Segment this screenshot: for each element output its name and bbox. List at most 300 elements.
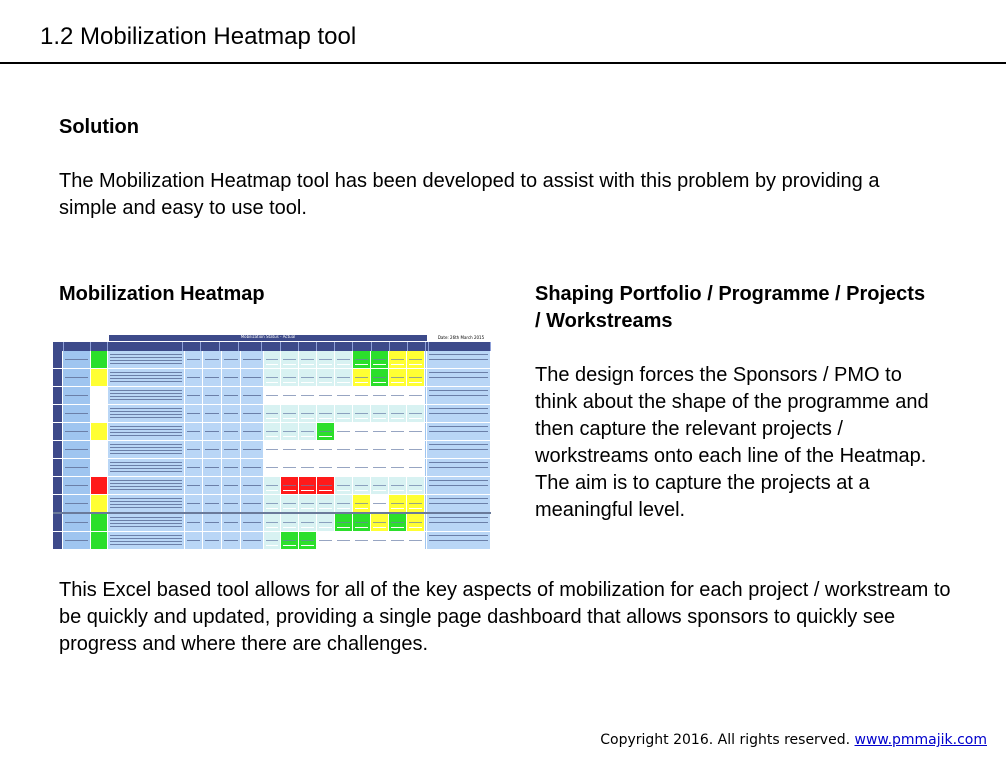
heatmap-cell-line [243, 467, 261, 468]
heatmap-cell [185, 387, 203, 404]
heatmap-cell-divider [319, 400, 332, 401]
heatmap-cell-line [429, 522, 488, 523]
heatmap-cell [299, 369, 317, 386]
heatmap-cell-divider [373, 472, 386, 473]
heatmap-cell-line [391, 377, 404, 378]
heatmap-header-cell [53, 342, 64, 351]
heatmap-cell-divider [283, 382, 296, 383]
heatmap-cell-line [65, 359, 88, 360]
heatmap-cell-divider [355, 545, 368, 546]
heatmap-cell [108, 351, 185, 368]
heatmap-cell [91, 423, 108, 440]
heatmap-cell-line [337, 413, 350, 414]
heatmap-cell-divider [355, 508, 368, 509]
heatmap-cell-line [319, 359, 332, 360]
heatmap-cell-divider [266, 472, 279, 473]
heatmap-cell-line [110, 447, 182, 448]
heatmap-cell-line [110, 450, 182, 451]
heatmap-cell-line [409, 377, 422, 378]
heatmap-cell-line [301, 485, 314, 486]
heatmap-cell [203, 532, 222, 549]
heatmap-cell [281, 423, 299, 440]
heatmap-cell-line [429, 535, 488, 536]
heatmap-cell-line [355, 522, 368, 523]
heatmap-cell-divider [283, 545, 296, 546]
heatmap-cell-line [301, 449, 314, 450]
heatmap-cell-divider [301, 382, 314, 383]
heatmap-cell [299, 351, 317, 368]
heatmap-cell [353, 369, 371, 386]
heatmap-cell [427, 514, 491, 531]
heatmap-cell [185, 532, 203, 549]
heatmap-cell-divider [283, 472, 296, 473]
heatmap-cell-line [243, 413, 261, 414]
heatmap-cell [91, 532, 108, 549]
heatmap-cell-divider [391, 454, 404, 455]
heatmap-cell-line [319, 485, 332, 486]
heatmap-cell [317, 459, 335, 476]
heatmap-cell [91, 351, 108, 368]
heatmap-cell [63, 477, 91, 494]
title-divider [0, 62, 1006, 64]
heatmap-cell-line [429, 390, 488, 391]
heatmap-row [53, 351, 491, 369]
heatmap-cell [53, 405, 63, 422]
heatmap-cell-line [110, 378, 182, 379]
heatmap-cell-line [224, 467, 238, 468]
heatmap-cell-line [243, 522, 261, 523]
heatmap-cell-line [409, 359, 422, 360]
heatmap-cell [185, 514, 203, 531]
heatmap-cell [203, 441, 222, 458]
heatmap-cell-divider [391, 364, 404, 365]
heatmap-cell [407, 514, 425, 531]
heatmap-header-cell [262, 342, 280, 351]
heatmap-cell [222, 369, 241, 386]
heatmap-cell-line [266, 485, 279, 486]
heatmap-cell [407, 441, 425, 458]
heatmap-cell-divider [266, 418, 279, 419]
heatmap-cell-line [187, 395, 200, 396]
heatmap-cell-divider [266, 364, 279, 365]
heatmap-row [53, 459, 491, 477]
heatmap-cell [222, 423, 241, 440]
heatmap-cell [91, 495, 108, 512]
heatmap-cell-line [187, 449, 200, 450]
heatmap-cell-line [319, 449, 332, 450]
heatmap-row [53, 423, 491, 441]
heatmap-cell-line [205, 359, 219, 360]
heatmap-cell-line [355, 540, 368, 541]
heatmap-header-cell [281, 342, 299, 351]
heatmap-cell-divider [337, 490, 350, 491]
heatmap-cell-divider [301, 364, 314, 365]
heatmap-cell-line [429, 431, 488, 432]
heatmap-cell-line [110, 429, 182, 430]
heatmap-cell [91, 387, 108, 404]
heatmap-cell [281, 514, 299, 531]
heatmap-cell-divider [373, 527, 386, 528]
heatmap-cell [53, 387, 63, 404]
heatmap-cell [281, 387, 299, 404]
heatmap-cell [185, 495, 203, 512]
heatmap-cell-line [319, 522, 332, 523]
heatmap-cell-line [319, 413, 332, 414]
heatmap-cell [427, 387, 491, 404]
heatmap-cell-line [355, 431, 368, 432]
heatmap-cell-line [110, 426, 182, 427]
heatmap-cell-line [409, 522, 422, 523]
heatmap-cell [335, 441, 353, 458]
heatmap-cell-line [391, 413, 404, 414]
heatmap-thumbnail-date: Date: 26th March 2015 [431, 334, 491, 342]
heatmap-cell [371, 459, 389, 476]
heatmap-cell [241, 369, 264, 386]
heatmap-cell-line [301, 467, 314, 468]
heatmap-cell-line [110, 357, 182, 358]
heatmap-cell-divider [409, 490, 422, 491]
heatmap-cell-line [409, 485, 422, 486]
heatmap-cell [317, 423, 335, 440]
heatmap-cell [63, 351, 91, 368]
heatmap-cell-line [337, 431, 350, 432]
heatmap-cell [371, 351, 389, 368]
heatmap-thumbnail-title-bar [109, 335, 427, 341]
heatmap-cell [407, 405, 425, 422]
heatmap-cell-divider [355, 382, 368, 383]
heatmap-cell-divider [301, 400, 314, 401]
heatmap-cell [389, 459, 407, 476]
heatmap-cell [299, 477, 317, 494]
heatmap-cell-line [429, 408, 488, 409]
heatmap-cell-divider [355, 364, 368, 365]
heatmap-cell-line [391, 359, 404, 360]
heatmap-cell [53, 459, 63, 476]
heatmap-cell-line [110, 354, 182, 355]
heatmap-cell-line [429, 503, 488, 504]
heatmap-cell [108, 532, 185, 549]
heatmap-cell [335, 405, 353, 422]
heatmap-cell-divider [319, 364, 332, 365]
heatmap-cell-divider [391, 418, 404, 419]
heatmap-cell-line [266, 467, 279, 468]
heatmap-cell [317, 514, 335, 531]
heatmap-cell-divider [409, 508, 422, 509]
heatmap-cell-divider [266, 454, 279, 455]
heatmap-cell [317, 477, 335, 494]
heatmap-cell-line [110, 462, 182, 463]
heatmap-cell-line [429, 462, 488, 463]
heatmap-cell-line [65, 540, 88, 541]
heatmap-cell [371, 514, 389, 531]
heatmap-cell-divider [409, 454, 422, 455]
heatmap-cell-line [391, 485, 404, 486]
heatmap-cell-line [65, 485, 88, 486]
heatmap-cell [353, 495, 371, 512]
heatmap-cell-line [65, 467, 88, 468]
heatmap-cell-line [429, 395, 488, 396]
heatmap-header-cell [408, 342, 426, 351]
heatmap-cell-line [283, 449, 296, 450]
heatmap-cell-line [319, 431, 332, 432]
heatmap-cell [407, 369, 425, 386]
heatmap-cell [185, 459, 203, 476]
heatmap-cell-line [337, 485, 350, 486]
heatmap-cell-line [110, 507, 182, 508]
heatmap-row [53, 441, 491, 459]
heatmap-cell-divider [266, 382, 279, 383]
heatmap-cell [91, 514, 108, 531]
heatmap-cell-line [337, 467, 350, 468]
heatmap-cell [203, 369, 222, 386]
heatmap-cell-line [205, 522, 219, 523]
heatmap-cell [353, 514, 371, 531]
heatmap-cell [389, 351, 407, 368]
website-link[interactable]: www.pmmajik.com [854, 732, 987, 748]
heatmap-cell [389, 532, 407, 549]
heatmap-cell [91, 369, 108, 386]
heatmap-cell [427, 405, 491, 422]
solution-text: The Mobilization Heatmap tool has been developed to assist with this problem by providing a simple and easy to use tool. [59, 170, 880, 219]
heatmap-cell-line [409, 449, 422, 450]
heatmap-cell-line [301, 431, 314, 432]
heatmap-cell-divider [319, 382, 332, 383]
heatmap-cell [371, 532, 389, 549]
heatmap-cell [371, 369, 389, 386]
heatmap-cell-line [301, 377, 314, 378]
heatmap-cell-divider [283, 527, 296, 528]
heatmap-cell [241, 532, 264, 549]
heatmap-cell [299, 423, 317, 440]
heatmap-cell-line [391, 522, 404, 523]
heatmap-cell-divider [409, 364, 422, 365]
heatmap-cell [264, 495, 282, 512]
heatmap-cell-line [266, 431, 279, 432]
heatmap-row [53, 495, 491, 514]
heatmap-header-cell [335, 342, 353, 351]
heatmap-cell-line [266, 359, 279, 360]
heatmap-cell-line [373, 377, 386, 378]
heatmap-cell-divider [337, 418, 350, 419]
heatmap-cell [389, 441, 407, 458]
heatmap-cell-line [110, 360, 182, 361]
heatmap-cell-line [110, 535, 182, 536]
heatmap-cell-line [110, 363, 182, 364]
heatmap-cell-divider [337, 545, 350, 546]
heatmap-cell [203, 495, 222, 512]
heatmap-cell [281, 532, 299, 549]
heatmap-cell-line [337, 377, 350, 378]
heatmap-cell-divider [409, 436, 422, 437]
heatmap-cell-divider [337, 508, 350, 509]
shaping-text: The design forces the Sponsors / PMO to think about the shape of the programme and then capture the relevant projects / workstreams onto each line of the Heatmap. The aim is to capture the projects at a meaningful level. [535, 364, 929, 521]
heatmap-cell-line [110, 480, 182, 481]
heatmap-cell-line [187, 522, 200, 523]
heatmap-cell-line [243, 485, 261, 486]
heatmap-cell-divider [391, 382, 404, 383]
heatmap-cell-divider [301, 527, 314, 528]
heatmap-cell-line [224, 503, 238, 504]
heatmap-cell-line [301, 395, 314, 396]
heatmap-cell [241, 387, 264, 404]
heatmap-cell [53, 477, 63, 494]
heatmap-cell [389, 369, 407, 386]
heatmap-cell-divider [373, 418, 386, 419]
heatmap-cell [222, 477, 241, 494]
heatmap-cell-line [283, 377, 296, 378]
heatmap-cell-line [110, 544, 182, 545]
heatmap-cell-line [429, 517, 488, 518]
heatmap-cell-line [110, 504, 182, 505]
heatmap-thumbnail-header [53, 342, 491, 351]
heatmap-cell [185, 369, 203, 386]
heatmap-cell-line [224, 359, 238, 360]
heatmap-cell [371, 495, 389, 512]
heatmap-cell-line [110, 517, 182, 518]
heatmap-cell-line [409, 413, 422, 414]
heatmap-cell-line [409, 395, 422, 396]
heatmap-cell-line [187, 413, 200, 414]
heatmap-cell-line [243, 540, 261, 541]
heatmap-cell-line [224, 431, 238, 432]
heatmap-cell-divider [266, 508, 279, 509]
heatmap-cell-line [373, 467, 386, 468]
heatmap-cell-divider [355, 454, 368, 455]
heatmap-cell-line [243, 449, 261, 450]
heatmap-cell [222, 351, 241, 368]
heatmap-header-cell [108, 342, 182, 351]
heatmap-cell-line [65, 413, 88, 414]
heatmap-cell-line [283, 503, 296, 504]
heatmap-cell [335, 387, 353, 404]
heatmap-cell-line [110, 523, 182, 524]
heatmap-cell-line [355, 359, 368, 360]
heatmap-cell [335, 423, 353, 440]
heatmap-cell [317, 369, 335, 386]
heatmap-cell-divider [283, 418, 296, 419]
heatmap-cell-line [337, 395, 350, 396]
heatmap-cell-divider [355, 490, 368, 491]
heatmap-cell [203, 387, 222, 404]
heatmap-cell-line [110, 399, 182, 400]
heatmap-cell [63, 514, 91, 531]
heatmap-cell [108, 387, 185, 404]
heatmap-cell-divider [373, 364, 386, 365]
heatmap-cell-line [243, 503, 261, 504]
heatmap-cell-line [283, 485, 296, 486]
heatmap-cell [241, 495, 264, 512]
heatmap-cell-line [205, 540, 219, 541]
heatmap-cell-divider [391, 527, 404, 528]
heatmap-cell-line [65, 503, 88, 504]
heatmap-cell-line [373, 540, 386, 541]
heatmap-cell-line [110, 444, 182, 445]
heatmap-cell-divider [283, 508, 296, 509]
heatmap-cell-divider [355, 436, 368, 437]
heatmap-cell-divider [319, 436, 332, 437]
heatmap-cell [63, 405, 91, 422]
heatmap-thumbnail-title: Mobilization Status - Actual [240, 334, 296, 339]
heatmap-cell [185, 441, 203, 458]
heatmap-cell-line [301, 413, 314, 414]
heatmap-header-cell [183, 342, 201, 351]
heatmap-cell-divider [319, 545, 332, 546]
heatmap-cell-line [65, 395, 88, 396]
heatmap-cell [281, 495, 299, 512]
heatmap-cell-line [266, 540, 279, 541]
heatmap-cell-line [110, 483, 182, 484]
heatmap-cell-line [373, 431, 386, 432]
heatmap-cell-divider [337, 400, 350, 401]
heatmap-cell-line [391, 540, 404, 541]
heatmap-cell-divider [373, 490, 386, 491]
heatmap-cell-line [224, 485, 238, 486]
heatmap-cell-line [319, 540, 332, 541]
heatmap-cell-line [391, 431, 404, 432]
heatmap-cell-line [429, 444, 488, 445]
heatmap-cell [222, 514, 241, 531]
heatmap-cell [63, 532, 91, 549]
heatmap-cell [371, 423, 389, 440]
heatmap-cell [91, 459, 108, 476]
heatmap-cell-line [337, 449, 350, 450]
heatmap-cell-divider [337, 364, 350, 365]
heatmap-cell [299, 459, 317, 476]
heatmap-cell-line [65, 377, 88, 378]
heatmap-cell-divider [266, 436, 279, 437]
heatmap-cell [389, 387, 407, 404]
heatmap-cell [353, 532, 371, 549]
heatmap-cell [241, 459, 264, 476]
heatmap-row [53, 532, 491, 550]
heatmap-cell [281, 459, 299, 476]
shaping-heading: Shaping Portfolio / Programme / Projects / Workstreams [535, 283, 926, 332]
heatmap-cell-line [373, 413, 386, 414]
heatmap-cell [371, 387, 389, 404]
heatmap-cell-divider [301, 545, 314, 546]
heatmap-cell [203, 477, 222, 494]
heatmap-header-cell [64, 342, 92, 351]
heatmap-cell-line [409, 540, 422, 541]
heatmap-cell [317, 405, 335, 422]
heatmap-cell [317, 351, 335, 368]
heatmap-cell [264, 423, 282, 440]
heatmap-header-cell [91, 342, 108, 351]
heatmap-cell [299, 495, 317, 512]
heatmap-cell-line [283, 522, 296, 523]
heatmap-cell [299, 514, 317, 531]
heatmap-cell-divider [283, 364, 296, 365]
heatmap-cell-divider [409, 400, 422, 401]
heatmap-cell-line [110, 465, 182, 466]
heatmap-cell-divider [391, 472, 404, 473]
heatmap-cell [108, 514, 185, 531]
heatmap-cell [63, 423, 91, 440]
heatmap-cell-line [205, 467, 219, 468]
heatmap-cell [335, 351, 353, 368]
heatmap-cell [222, 532, 241, 549]
heatmap-cell-line [409, 431, 422, 432]
heatmap-cell [203, 351, 222, 368]
excel-tool-text: This Excel based tool allows for all of the key aspects of mobilization for each project / workstream to be quickly and updated, providing a single page dashboard that allows sponsors to quickly see progress and where there are challenges. [59, 579, 951, 655]
heatmap-cell-line [205, 395, 219, 396]
heatmap-cell [264, 514, 282, 531]
heatmap-cell-line [429, 354, 488, 355]
heatmap-cell [317, 387, 335, 404]
heatmap-cell-divider [319, 418, 332, 419]
heatmap-cell [407, 459, 425, 476]
heatmap-header-cell [390, 342, 408, 351]
